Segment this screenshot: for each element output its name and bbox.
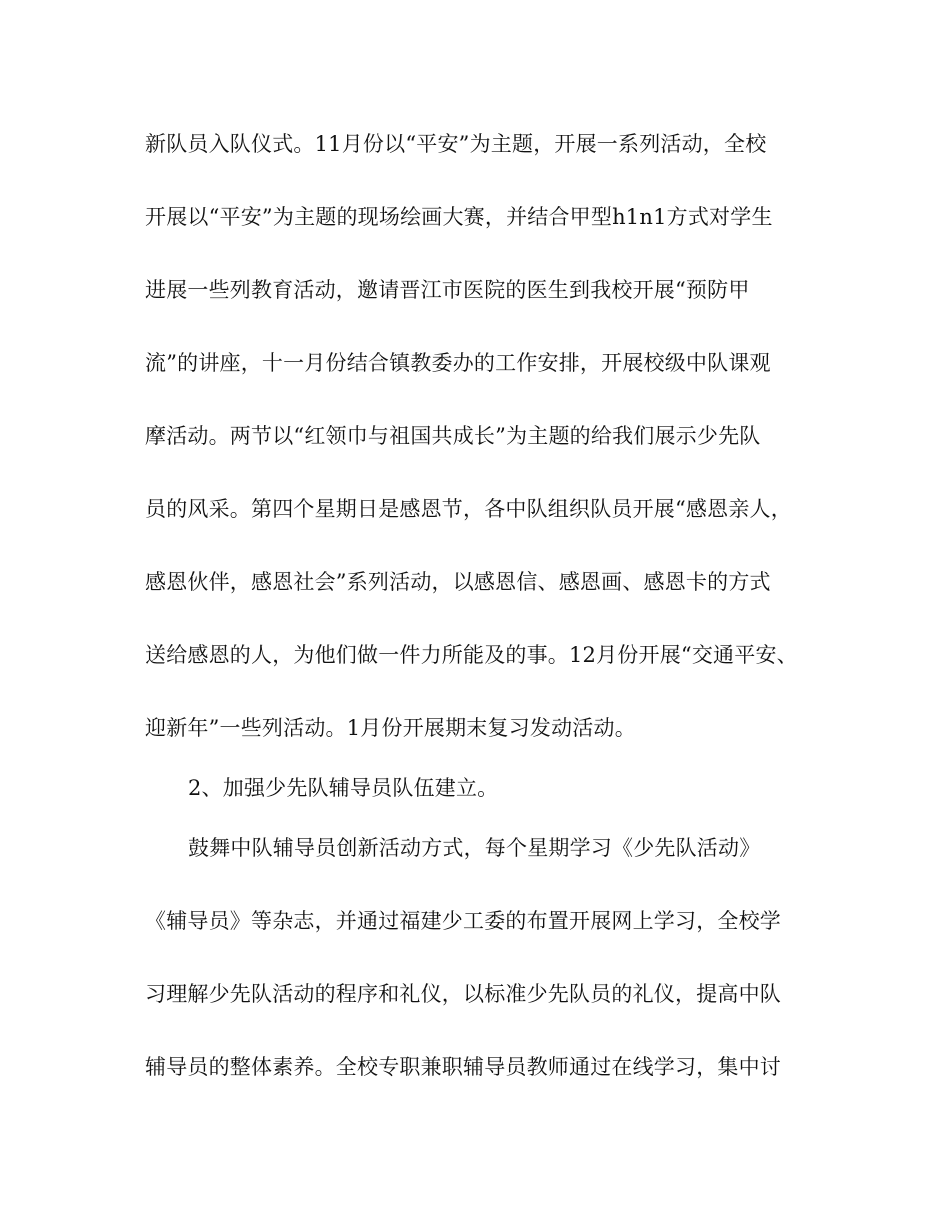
paragraph-line: 感恩伙伴，感恩社会”系列活动，以感恩信、感恩画、感恩卡的方式: [145, 570, 771, 594]
paragraph-line: 进展一些列教育活动，邀请晋江市医院的医生到我校开展“预防甲: [145, 278, 750, 302]
paragraph-line: 习理解少先队活动的程序和礼仪，以标准少先队员的礼仪，提高中队: [145, 982, 781, 1006]
paragraph-line: 鼓舞中队辅导员创新活动方式，每个星期学习《少先队活动》: [188, 836, 761, 860]
paragraph-line: 辅导员的整体素养。全校专职兼职辅导员教师通过在线学习，集中讨: [145, 1055, 781, 1079]
section-heading: 2、加强少先队辅导员队伍建立。: [188, 776, 499, 800]
paragraph-line: 送给感恩的人，为他们做一件力所能及的事。12月份开展“交通平安、: [145, 643, 798, 667]
paragraph-line: 开展以“平安”为主题的现场绘画大赛，并结合甲型h1n1方式对学生: [145, 205, 773, 229]
paragraph-line: 新队员入队仪式。11月份以“平安”为主题，开展一系列活动，全校: [145, 132, 767, 156]
paragraph-line: 流”的讲座，十一月份结合镇教委办的工作安排，开展校级中队课观: [145, 351, 771, 375]
paragraph-line: 《辅导员》等杂志，并通过福建少工委的布置开展网上学习，全校学: [145, 909, 781, 933]
paragraph-line: 迎新年”一些列活动。1月份开展期末复习发动活动。: [145, 716, 636, 740]
paragraph-line: 摩活动。两节以“红领巾与祖国共成长”为主题的给我们展示少先队: [145, 424, 761, 448]
paragraph-line: 员的风采。第四个星期日是感恩节，各中队组织队员开展“感恩亲人，: [145, 497, 792, 521]
